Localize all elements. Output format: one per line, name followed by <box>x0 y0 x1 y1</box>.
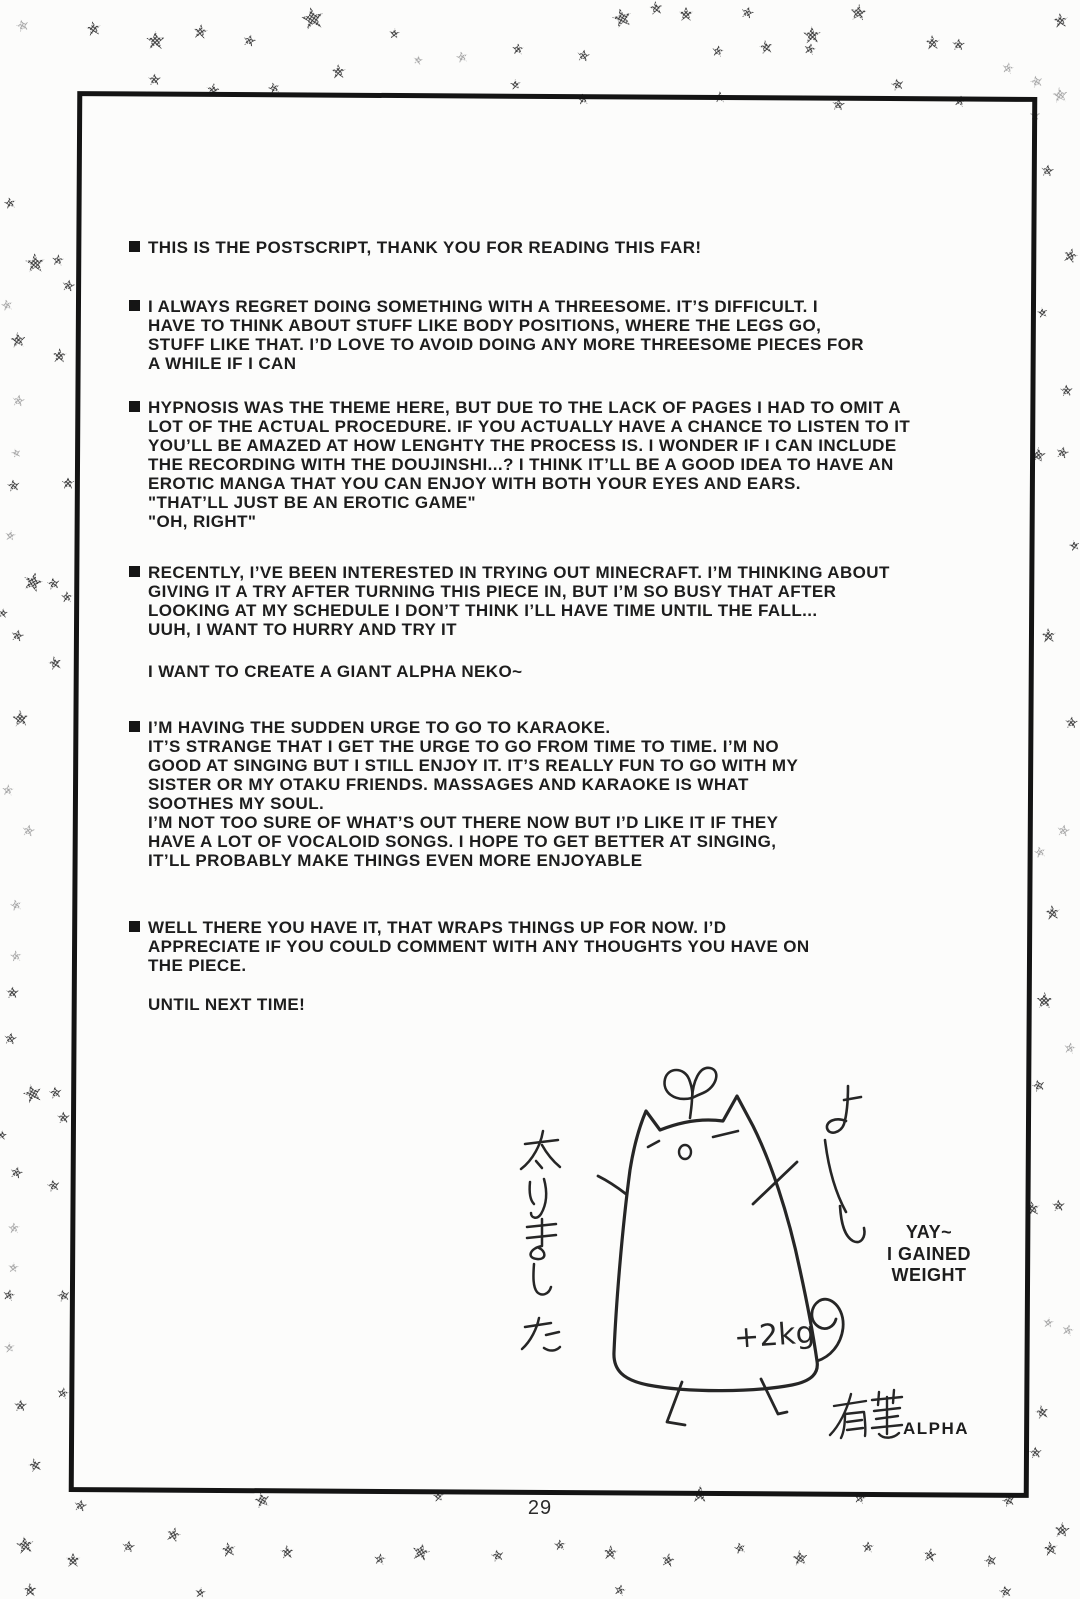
star-icon <box>8 1164 24 1180</box>
text-line: LOOKING AT MY SCHEDULE I DON’T THINK I’LL HAVE TIME UNTIL THE FALL... <box>148 601 818 620</box>
cat-legs <box>667 1379 787 1425</box>
star-icon <box>14 17 30 33</box>
star-icon <box>951 37 965 51</box>
text-line: YOU’LL BE AMAZED AT HOW LENGHTY THE PROCESS IS. I WONDER IF I CAN INCLUDE <box>148 436 897 455</box>
star-icon <box>1064 715 1078 729</box>
paragraph <box>148 563 890 639</box>
bullet-square-icon <box>129 401 140 412</box>
signature-alpha: ALPHA <box>903 1419 970 1438</box>
star-icon <box>4 529 16 541</box>
star-icon <box>1061 1323 1075 1337</box>
text-line: HAVE A LOT OF VOCALOID SONGS. I HOPE TO GET BETTER AT SINGING, <box>148 832 777 851</box>
star-icon <box>121 1539 135 1553</box>
star-icon <box>9 331 26 348</box>
text-line: APPRECIATE IF YOU COULD COMMENT WITH ANY THOUGHTS YOU HAVE ON <box>148 937 810 956</box>
star-icon <box>11 393 26 408</box>
star-icon <box>145 30 164 49</box>
star-icon <box>52 254 65 267</box>
paragraph <box>148 995 305 1014</box>
text-line: EROTIC MANGA THAT YOU CAN ENJOY WITH BOTH YOUR EYES AND EARS. <box>148 474 801 493</box>
star-icon <box>410 1541 431 1562</box>
star-icon <box>922 1547 938 1563</box>
star-icon <box>1028 1445 1042 1459</box>
star-icon <box>1042 1316 1054 1328</box>
star-icon <box>489 1547 504 1562</box>
paragraph <box>148 297 864 373</box>
star-icon <box>1033 845 1047 859</box>
star-icon <box>733 1541 747 1555</box>
text-line: THE PIECE. <box>148 956 247 975</box>
star-icon <box>219 1540 236 1557</box>
star-icon <box>889 76 904 91</box>
star-icon <box>7 1261 19 1273</box>
text-line: LOT OF THE ACTUAL PROCEDURE. IF YOU ACTUALLY HAVE A CHANCE TO LISTEN TO IT <box>148 417 911 436</box>
star-icon <box>2 1288 16 1302</box>
star-icon <box>924 34 940 50</box>
star-icon <box>9 627 24 642</box>
text-line: IT’LL PROBABLY MAKE THINGS EVEN MORE ENJOYABLE <box>148 851 643 870</box>
star-icon <box>1052 12 1068 28</box>
star-icon <box>1053 1521 1070 1538</box>
star-icon <box>509 78 521 90</box>
paragraph <box>148 918 810 975</box>
star-icon <box>192 23 208 39</box>
star-icon <box>803 26 822 45</box>
text-line: STUFF LIKE THAT. I’D LOVE TO AVOID DOING ANY MORE THREESOME PIECES FOR <box>148 335 864 354</box>
star-icon <box>803 42 817 56</box>
text-line: UUH, I WANT TO HURRY AND TRY IT <box>148 620 457 639</box>
caption-line: YAY~ <box>905 1222 953 1242</box>
star-icon <box>412 54 424 66</box>
star-icon <box>1042 1540 1059 1557</box>
star-icon <box>13 1398 26 1411</box>
paragraph <box>148 662 522 681</box>
paragraph <box>148 718 798 870</box>
star-icon <box>60 277 75 292</box>
star-icon <box>1055 822 1070 837</box>
paragraph <box>148 238 701 257</box>
star-icon <box>194 1586 206 1598</box>
bullet-square-icon <box>129 241 140 252</box>
text-line: HYPNOSIS WAS THE THEME HERE, BUT DUE TO THE LACK OF PAGES I HAD TO OMIT A <box>148 398 902 417</box>
star-icon <box>1063 1041 1077 1055</box>
text-line: THIS IS THE POSTSCRIPT, THANK YOU FOR READING THIS FAR! <box>148 238 702 257</box>
star-icon <box>20 822 35 837</box>
star-icon <box>1068 539 1080 552</box>
star-icon <box>61 591 73 603</box>
star-icon <box>862 1541 874 1553</box>
star-icon <box>1030 1077 1046 1093</box>
star-icon <box>9 898 23 912</box>
star-icon <box>0 298 14 312</box>
star-icon <box>1034 1404 1050 1420</box>
star-icon <box>3 1031 18 1046</box>
cat-face <box>648 1131 738 1159</box>
text-line: WELL THERE YOU HAVE IT, THAT WRAPS THINGS UP FOR NOW. I’D <box>148 918 727 937</box>
star-icon <box>982 1552 998 1568</box>
star-icon <box>512 43 524 55</box>
star-icon <box>1044 904 1060 920</box>
star-icon <box>164 1525 182 1543</box>
star-icon <box>1054 444 1069 459</box>
japanese-right-text <box>825 1086 864 1242</box>
star-icon <box>8 1222 21 1235</box>
text-line: SISTER OR MY OTAKU FRIENDS. MASSAGES AND KARAOKE IS WHAT <box>148 775 749 794</box>
caption-line: I GAINED <box>886 1243 971 1264</box>
star-icon <box>1036 306 1049 319</box>
text-line: I WANT TO CREATE A GIANT ALPHA NEKO~ <box>148 662 523 681</box>
star-icon <box>330 63 346 79</box>
text-line: GOOD AT SINGING BUT I STILL ENJOY IT. IT’S REALLY FUN TO GO WITH MY <box>148 756 799 775</box>
star-icon <box>48 1085 63 1100</box>
star-icon <box>6 478 20 492</box>
star-icon <box>1059 383 1072 396</box>
star-icon <box>849 3 867 21</box>
bullet-square-icon <box>129 300 140 311</box>
cat-drawing-svg <box>470 1030 910 1500</box>
star-icon <box>576 48 591 63</box>
star-icon <box>455 50 469 64</box>
text-line: A WHILE IF I CAN <box>148 354 297 373</box>
star-icon <box>24 252 45 273</box>
star-icon <box>20 1081 43 1104</box>
star-icon <box>1040 163 1054 177</box>
text-line: IT’S STRANGE THAT I GET THE URGE TO GO FROM TIME TO TIME. I’M NO <box>148 737 779 756</box>
text-line: I’M NOT TOO SURE OF WHAT’S OUT THERE NOW BUT I’D LIKE IT IF THEY <box>148 813 779 832</box>
star-icon <box>66 1553 81 1568</box>
star-icon <box>1061 246 1079 264</box>
star-icon <box>0 608 8 619</box>
star-icon <box>1040 627 1056 643</box>
weight-label: +2kg <box>732 1315 816 1356</box>
star-icon <box>45 1177 60 1192</box>
star-icon <box>1051 1198 1064 1211</box>
paragraph <box>148 398 910 531</box>
star-icon <box>554 1539 567 1552</box>
text-line: I’M HAVING THE SUDDEN URGE TO GO TO KARAOKE. <box>148 718 611 737</box>
star-icon <box>56 1386 70 1400</box>
star-icon <box>997 1583 1012 1598</box>
star-icon <box>21 570 45 594</box>
star-icon <box>679 7 694 22</box>
caption-yay <box>856 1222 1002 1287</box>
star-icon <box>1051 86 1069 104</box>
bullet-square-icon <box>129 566 140 577</box>
japanese-left-text <box>521 1131 560 1351</box>
bullet-square-icon <box>129 921 140 932</box>
star-icon <box>9 949 22 962</box>
text-line: SOOTHES MY SOUL. <box>148 794 325 813</box>
text-line: "OH, RIGHT" <box>148 512 257 531</box>
star-icon <box>2 784 15 797</box>
star-icon <box>46 576 61 591</box>
star-icon <box>280 1545 294 1559</box>
star-icon <box>388 27 400 39</box>
star-icon <box>791 1549 809 1567</box>
star-icon <box>610 6 634 30</box>
star-icon <box>85 20 102 37</box>
text-line: "THAT’LL JUST BE AN EROTIC GAME" <box>148 493 476 512</box>
star-icon <box>758 39 774 55</box>
star-icon <box>62 477 75 490</box>
star-icon <box>1035 991 1052 1008</box>
text-line: HAVE TO THINK ABOUT STUFF LIKE BODY POSITIONS, WHERE THE LEGS GO, <box>148 316 822 335</box>
star-icon <box>10 447 22 459</box>
star-icon <box>55 1287 70 1302</box>
sprout-icon <box>665 1068 717 1118</box>
star-icon <box>15 1535 35 1555</box>
bullet-square-icon <box>129 721 140 732</box>
star-icon <box>147 72 160 85</box>
star-icon <box>648 0 664 16</box>
text-line: GIVING IT A TRY AFTER TURNING THIS PIECE IN, BUT I’M SO BUSY THAT AFTER <box>148 582 837 601</box>
star-icon <box>660 1552 676 1568</box>
star-icon <box>0 1130 7 1141</box>
signature-kanji <box>830 1390 902 1438</box>
star-icon <box>11 709 29 727</box>
cat-illustration <box>470 1030 910 1500</box>
text-line: I ALWAYS REGRET DOING SOMETHING WITH A THREESOME. IT’S DIFFICULT. I <box>148 297 818 316</box>
star-icon <box>3 1341 15 1353</box>
star-icon <box>613 1583 627 1597</box>
star-icon <box>1028 73 1044 89</box>
star-icon <box>27 1457 44 1474</box>
text-line: THE RECORDING WITH THE DOUJINSHI...? I THINK IT’LL BE A GOOD IDEA TO HAVE AN <box>148 455 894 474</box>
star-icon <box>1001 61 1015 75</box>
star-icon <box>3 196 17 210</box>
star-icon <box>56 1110 69 1123</box>
star-icon <box>299 5 326 32</box>
page-number: 29 <box>527 1497 553 1519</box>
star-icon <box>739 4 755 20</box>
star-icon <box>602 1544 618 1560</box>
text-line: RECENTLY, I’VE BEEN INTERESTED IN TRYING OUT MINECRAFT. I’M THINKING ABOUT <box>148 563 890 582</box>
star-icon <box>373 1552 386 1565</box>
text-line: UNTIL NEXT TIME! <box>148 995 306 1014</box>
star-icon <box>241 32 257 48</box>
star-icon <box>47 655 63 671</box>
star-icon <box>711 44 724 57</box>
caption-line: WEIGHT <box>891 1265 967 1285</box>
star-icon <box>51 347 67 363</box>
star-icon <box>5 985 18 998</box>
